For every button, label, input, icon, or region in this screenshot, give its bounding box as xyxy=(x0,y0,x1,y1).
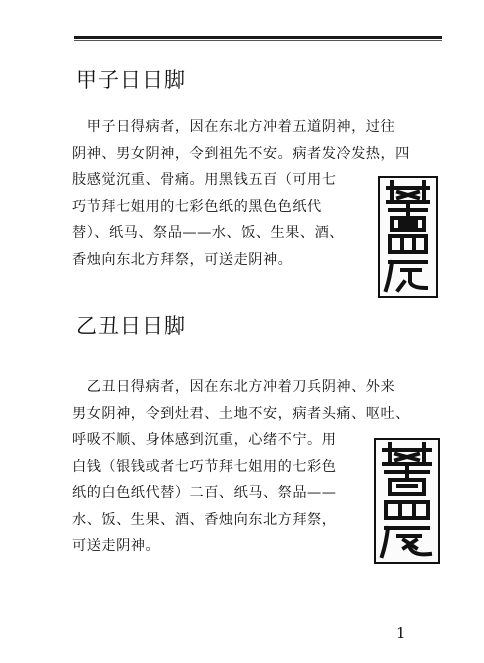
body-line: 阴神、男女阴神，令到祖先不安。病者发冷发热，四 xyxy=(72,145,410,162)
body-line: 巧节拜七姐用的七彩色纸的黑色色纸代 xyxy=(72,198,322,215)
talisman-yichou xyxy=(374,438,440,564)
body-line: 纸的白色纸代替）二百、纸马、祭品—— xyxy=(72,485,337,501)
page-number: 1 xyxy=(396,624,406,642)
body-line: 替）、纸马、祭品——水、饭、生果、酒、 xyxy=(72,225,344,241)
section-title-jiazi: 甲子日日脚 xyxy=(76,68,186,92)
top-rule-thin xyxy=(74,40,442,41)
body-line: 香烛向东北方拜祭，可送走阴神。 xyxy=(72,251,293,268)
body-line: 白钱（银钱或者七巧节拜七姐用的七彩色 xyxy=(72,458,337,475)
body-line: 水、饭、生果、酒、香烛向东北方拜祭， xyxy=(72,511,337,528)
body-line: 肢感觉沉重、骨痛。用黑钱五百（可用七 xyxy=(72,172,337,188)
top-rule xyxy=(74,36,442,39)
talisman-glyph-icon xyxy=(380,178,436,296)
body-line: 甲子日得病者，因在东北方冲着五道阴神，过往 xyxy=(72,119,396,135)
section-title-yichou: 乙丑日日脚 xyxy=(76,314,186,338)
talisman-glyph-icon xyxy=(376,440,438,562)
body-line: 呼吸不顺、身体感到沉重，心绪不宁。用 xyxy=(72,432,337,448)
body-line: 乙丑日得病者，因在东北方冲着刀兵阴神、外来 xyxy=(72,379,396,395)
body-line: 男女阴神，令到灶君、土地不安，病者头痛、呕吐、 xyxy=(72,405,410,422)
talisman-jiazi xyxy=(378,176,438,298)
body-line: 可送走阴神。 xyxy=(72,538,161,554)
